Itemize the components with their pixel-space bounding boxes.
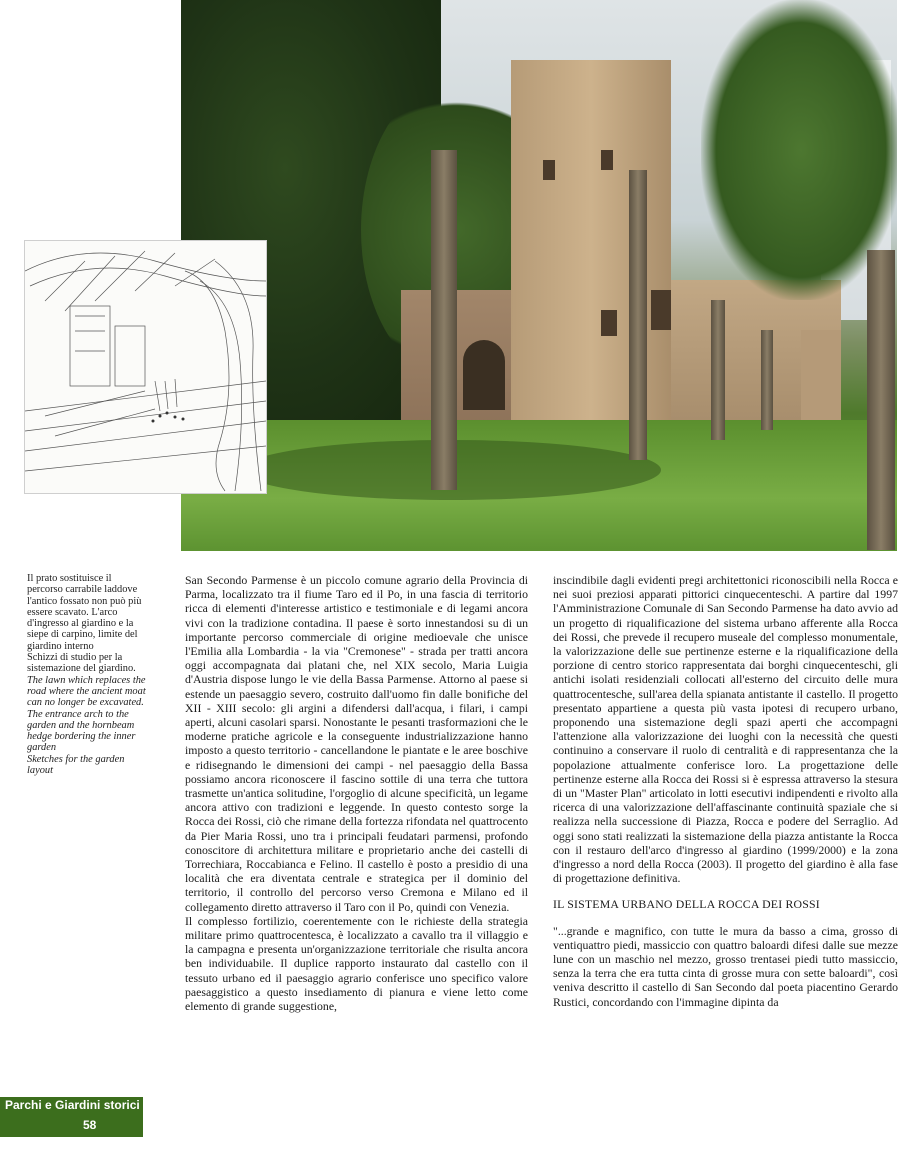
garden-sketch-drawing (24, 240, 267, 494)
paragraph: inscindibile dagli evidenti pregi architettonici riconoscibili nella Rocca e nei suoi preziosi apparati pittorici cinquecenteschi. A partire dal 1997 l'Amministrazione Comunale di San Secondo Parmense ha dato avvio ad un progetto di riqualificazione del sistema urbano afferente alla Rocca dei Rossi, che prevede il recupero museale del complesso monumentale, la valorizzazione delle sue pertinenze esterne e la riqualificazione della porzione di centro storico rappresentata dai borghi cinquecenteschi, gli antichi isolati residenziali collocati all'esterno del circuito delle mura quattrocentesche, sull'area della spianata antistante il castello. Il progetto presentato appartiene a questa più vasta ipotesi di recupero urbano, proponendo una sistemazione degli spazi aperti che accompagni l'attenzione alla valorizzazione dei luoghi con la necessità che questi continuino a conservare il ruolo di centralità e di rappresentanza che la popolazione attualmente conferisce loro. La progettazione delle pertinenze esterne alla Rocca dei Rossi si è espressa attraverso la stesura di un "Master Plan" articolato in lotti esecutivi indipendenti e rivolto alla ricerca di una valorizzazione dell'affascinante continuità spaziale che si realizza nella successione di Piazza, Rocca e podere del Serraglio. Ad oggi sono stati realizzati la sistemazione della piazza antistante la Rocca con il restauro dell'arco d'ingresso al giardino (1999/2000) e la zona d'ingresso a nord della Rocca (2003). Il progetto del giardino è alla fase di progettazione definitiva. (553, 573, 898, 886)
paragraph: San Secondo Parmense è un piccolo comune agrario della Provincia di Parma, localizzato tra il fiume Taro ed il Po, in una fascia di territorio ricca di elementi d'interesse artistico e testimoniale e di legami ancora vivi con la tradizione contadina. Il paese è sorto innestandosi su di un importante percorso commerciale di origine medioevale che unisce l'Emilia alla Lombardia - la via "Cremonese" - strada per tratti ancora oggi accompagnata dai platani che, nel XIX secolo, Maria Luigia d'Austria dispose lungo le vie della Bassa Parmense. Attorno al paese si estende un paesaggio severo, costruito dall'uomo fin dalle bonifiche del XII - XIII secolo: gli argini a difendersi dall'acqua, i filari, i campi aperti, alcuni casolari sparsi. Nonostante le pesanti trasformazioni che le moderne pratiche agricole e la conseguente industrializzazione hanno imposto a questo territorio - cancellandone le piantate e le aree boschive e ridisegnando le dimensioni dei campi - nel paesaggio della Bassa possiamo ancora riconoscere il fascino sottile di una terra che tuttora trasmette un'antica solitudine, l'orgoglio di alcune specificità, un legame ancora attivo con tradizioni e leggende. In questo contesto sorge la Rocca dei Rossi, ciò che rimane della fortezza rifondata nel quattrocento da Pier Maria Rossi, uno tra i principali feudatari parmensi, profondo conoscitore di architettura militare e proprietario anche dei castelli di Torrechiara, Roccabianca e Felino. Il castello è posto a presidio di una località che era diventata centrale e strategica per il dominio del territorio, il controllo del percorso verso Cremona e Milano ed il collegamento diretto attraverso il Taro con il Po, quindi con Venezia. (185, 573, 528, 914)
section-heading: IL SISTEMA URBANO DELLA ROCCA DEI ROSSI (553, 897, 820, 912)
caption-english-2: Sketches for the garden layout (27, 753, 125, 777)
body-column-1 (185, 573, 528, 1093)
photo-caption (27, 573, 147, 776)
publication-title: Parchi e Giardini storici (5, 1098, 140, 1112)
caption-italian-1: Il prato sostituisce il percorso carrabile laddove l'antico fossato non può più essere scavato. L'arco d'ingresso al giardino e la siepe di carpino, limite del giardino interno (27, 573, 142, 652)
caption-italian-2: Schizzi di studio per la sistemazione del giardino. (27, 652, 136, 675)
body-column-2 (553, 573, 898, 1103)
castle-garden-photo (181, 0, 897, 551)
caption-english-1: The lawn which replaces the road where the ancient moat can no longer be excavated. The entrance arch to the garden and the hornbeam hedge bordering the inner garden (27, 674, 146, 754)
paragraph: "...grande e magnifico, con tutte le mura da basso a cima, grosso di ventiquattro piedi, massiccio con quattro baloardi difesi dalle sue mezze lune con un maschio nel mezzo, grosso trentasei piedi tutto massiccio, senza la terra che era tutta cinta di grosse mura con sette baloardi", così veniva descritto il castello di San Secondo dal poeta piacentino Gerardo Rustici, concordando con l'immagine dipinta da (553, 923, 898, 1009)
page-number: 58 (83, 1118, 97, 1132)
paragraph: Il complesso fortilizio, coerentemente con le richieste della strategia militare primo quattrocentesca, è localizzato a cavallo tra il villaggio e la campagna e presenta un'organizzazione territoriale che risulta ancora ben individuabile. Il duplice rapporto instaurato dal castello con il tessuto urbano ed il paesaggio agrario conferisce uno specifico valore paesaggistico a questo insediamento di pianura e viene letto come elemento di grande suggestione, (185, 913, 528, 1014)
